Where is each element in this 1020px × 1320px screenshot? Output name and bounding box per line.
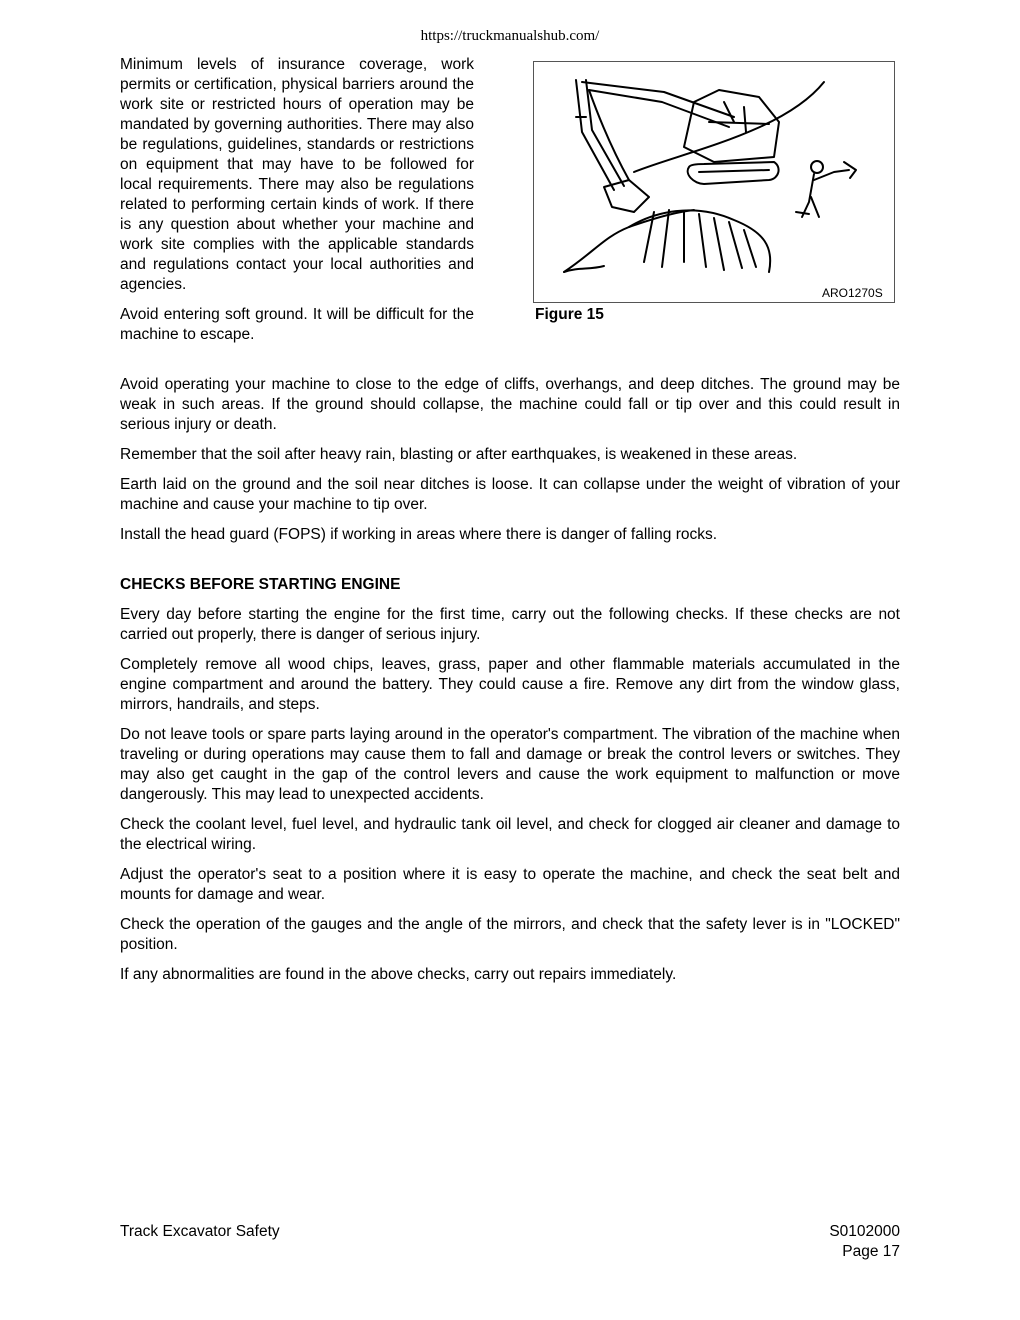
paragraph: If any abnormalities are found in the above checks, carry out repairs immediately. xyxy=(120,966,677,983)
excavator-near-ditch-illustration xyxy=(534,62,894,302)
footer-title: Track Excavator Safety xyxy=(120,1223,280,1240)
paragraph: Check the operation of the gauges and the angle of the mirrors, and check that the safety lever is in "LOCKED" position. xyxy=(120,916,900,953)
page-number: Page 17 xyxy=(842,1243,900,1260)
figure-15-illustration xyxy=(533,61,895,303)
paragraph: Adjust the operator's seat to a position where it is easy to operate the machine, and check the seat belt and mounts for damage and wear. xyxy=(120,866,900,903)
footer-page-info xyxy=(829,1222,900,1262)
figure-caption: Figure 15 xyxy=(535,306,604,323)
left-column-text xyxy=(120,55,474,355)
paragraph: Check the coolant level, fuel level, and hydraulic tank oil level, and check for clogged air cleaner and damage to the electrical wiring. xyxy=(120,816,900,853)
source-url: https://truckmanualshub.com/ xyxy=(420,28,600,44)
figure-code: ARO1270S xyxy=(822,286,883,300)
paragraph: Minimum levels of insurance coverage, work permits or certification, physical barriers around the work site or restricted hours of operation may be mandated by governing authorities. There may also be regulations, guidelines, standards or restrictions on equipment that may have to be followed for local requirements. There may also be regulations related to performing certain kinds of work. If there is any question about whether your machine and work site complies with the applicable standards and regulations contact your local authorities and agencies. xyxy=(120,56,474,293)
paragraph: Avoid entering soft ground. It will be difficult for the machine to escape. xyxy=(120,306,474,343)
paragraph: Earth laid on the ground and the soil near ditches is loose. It can collapse under the weight of vibration of your machine and cause your machine to tip over. xyxy=(120,476,900,513)
paragraph: Do not leave tools or spare parts laying around in the operator's compartment. The vibration of the machine when traveling or during operations may cause them to fall and damage or break the control levers or switches. They may also get caught in the gap of the control levers and cause the work equipment to malfunction or move dangerously. This may lead to unexpected accidents. xyxy=(120,726,900,803)
paragraph: Avoid operating your machine to close to the edge of cliffs, overhangs, and deep ditches. The ground may be weak in such areas. If the ground should collapse, the machine could fall or tip over and this could result in serious injury or death. xyxy=(120,376,900,433)
paragraph: Completely remove all wood chips, leaves, grass, paper and other flammable materials accumulated in the engine compartment and around the battery. They could cause a fire. Remove any dirt from the window glass, mirrors, handrails, and steps. xyxy=(120,656,900,713)
doc-code: S0102000 xyxy=(829,1223,900,1240)
paragraph: Install the head guard (FOPS) if working in areas where there is danger of falling rocks. xyxy=(120,526,718,543)
main-text xyxy=(120,375,900,995)
section-heading: CHECKS BEFORE STARTING ENGINE xyxy=(120,576,401,593)
paragraph: Remember that the soil after heavy rain, blasting or after earthquakes, is weakened in these areas. xyxy=(120,446,798,463)
paragraph: Every day before starting the engine for the first time, carry out the following checks. If these checks are not carried out properly, there is danger of serious injury. xyxy=(120,606,900,643)
